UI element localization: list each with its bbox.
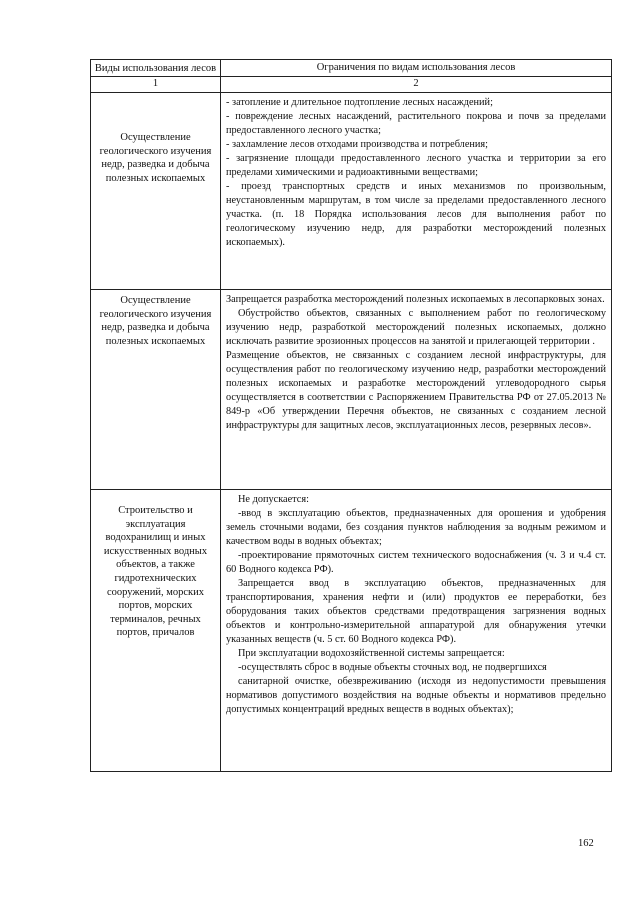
header-col2: Ограничения по видам использования лесов [221, 60, 612, 77]
restriction-line: - захламление лесов отходами производства и потребления; [226, 139, 489, 150]
restriction-line: При эксплуатации водохозяйственной системы запрещается: [238, 648, 505, 659]
usage-type-text: Осуществление геологического изучения недр, разведка и добыча полезных ископаемых [99, 132, 212, 184]
table-row [91, 490, 612, 772]
table-row [91, 93, 612, 290]
restriction-line: Не допускается: [238, 494, 309, 505]
usage-type-cell [91, 290, 221, 490]
restrictions-cell [221, 490, 612, 772]
restriction-line: Запрещается разработка месторождений полезных ископаемых в лесопарковых зонах. [226, 294, 605, 305]
restrictions-cell [221, 93, 612, 290]
page-number: 162 [578, 838, 594, 849]
restriction-line: - затопление и длительное подтопление лесных насаждений; [226, 97, 493, 108]
restriction-line: - проезд транспортных средств и иных механизмов по произвольным, неустановленным маршрутам, в том числе за пределами предоставленного лесного участка. (п. 18 Порядка использования лесов для выполнения работ по геологическому изучению недр, для разработки месторождений полезных ископаемых). [226, 181, 606, 248]
restriction-line: Размещение объектов, не связанных с созданием лесной инфраструктуры, для осуществления работ по геологическому изучению недр, разработки месторождений полезных ископаемых и разработке месторождений углеводородного сырья осуществляется в соответствии с Распоряжением Правительства РФ от 27.05.2013 № 849-р «Об утверждении Перечня объектов, не связанных с созданием лесной инфраструктуры для защитных лесов, эксплуатационных лесов, резервных лесов». [226, 350, 606, 431]
restriction-line: -осуществлять сброс в водные объекты сточных вод, не подвергшихся [238, 662, 547, 673]
restriction-line: Обустройство объектов, связанных с выполнением работ по геологическому изучению недр, разработкой месторождений полезных ископаемых, должно исключать развитие эрозионных процессов на занятой и прилегающей территории . [226, 308, 606, 347]
restriction-line: -ввод в эксплуатацию объектов, предназначенных для орошения и удобрения земель сточными водами, без создания пунктов наблюдения за водным режимом и качеством воды в водных объектах; [226, 508, 606, 547]
table-number-row [91, 77, 612, 93]
restriction-line: санитарной очистке, обезвреживанию (исходя из недопустимости превышения нормативов допустимого воздействия на водные объекты и нормативов предельно допустимых концентраций вредных веществ в водных объектах); [226, 676, 606, 715]
restrictions-cell [221, 290, 612, 490]
col-number-1: 1 [91, 77, 221, 93]
col-number-2: 2 [221, 77, 612, 93]
usage-type-text: Осуществление геологического изучения недр, разведка и добыча полезных ископаемых [99, 295, 212, 347]
usage-type-text: Строительство и эксплуатация водохранилищ и иных искусственных водных объектов, а также гидротехнических сооружений, морских портов, морских терминалов, речных портов, причалов [103, 505, 208, 639]
restriction-line: - загрязнение площади предоставленного лесного участка и территории за его пределами химическими и радиоактивными веществами; [226, 153, 606, 178]
usage-type-cell [91, 490, 221, 772]
restriction-line: - повреждение лесных насаждений, растительного покрова и почв за пределами предоставленного лесного участка; [226, 111, 606, 136]
table-header-row [91, 60, 612, 77]
restrictions-table [90, 59, 612, 772]
header-col1: Виды использования лесов [91, 60, 221, 77]
table-row [91, 290, 612, 490]
usage-type-cell [91, 93, 221, 290]
restriction-line: Запрещается ввод в эксплуатацию объектов, предназначенных для транспортирования, хранения нефти и (или) продуктов ее переработки, без оборудования таких объектов средствами предотвращения загрязнения водных объектов и контрольно-измерительной аппаратурой для обнаружения утечки указанных веществ (ч. 5 ст. 60 Водного кодекса РФ). [226, 578, 606, 645]
restriction-line: -проектирование прямоточных систем технического водоснабжения (ч. 3 и ч.4 ст. 60 Водного кодекса РФ). [226, 550, 606, 575]
